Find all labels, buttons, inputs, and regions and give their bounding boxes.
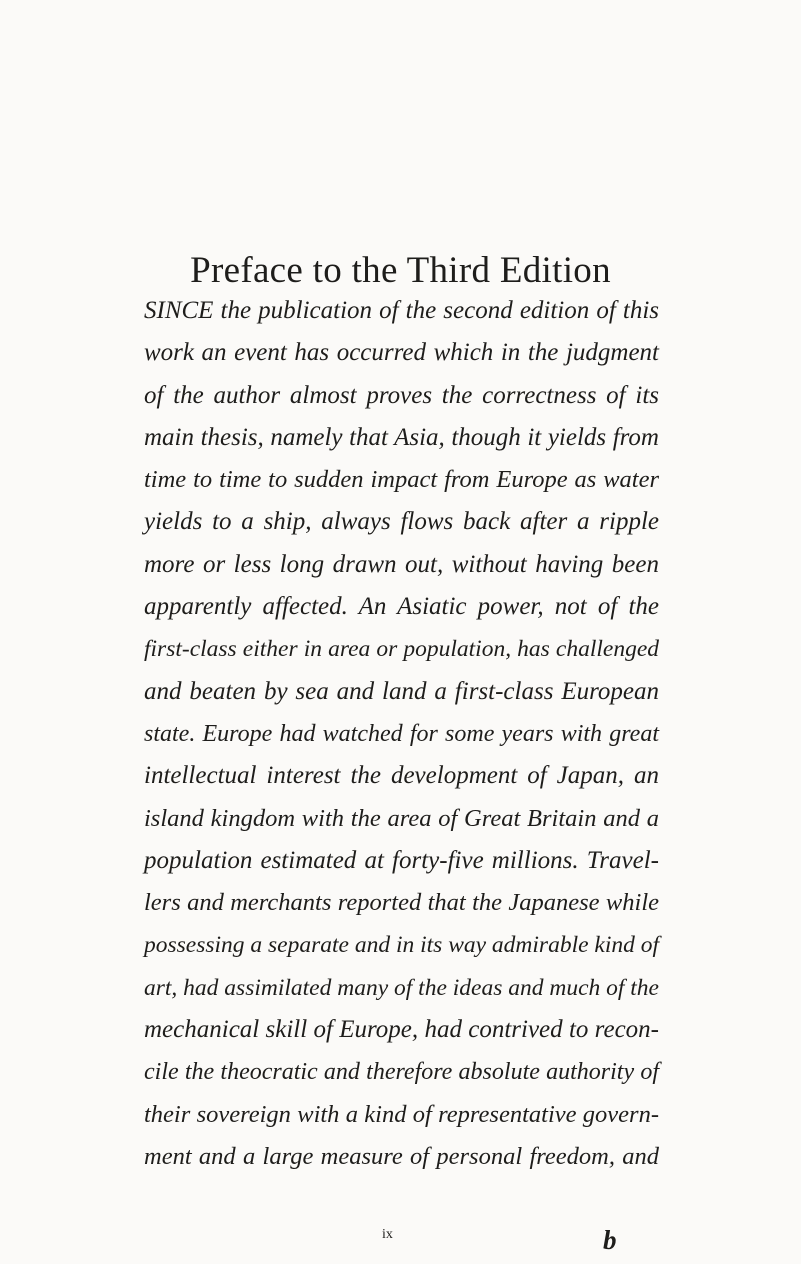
text-line: and beaten by sea and land a first-class European xyxy=(144,677,659,705)
text-line: possessing a separate and in its way admirable kind of xyxy=(144,932,660,959)
text-line: intellectual interest the development of Japan, an xyxy=(144,762,659,790)
preface-body xyxy=(144,290,659,1178)
text-line: apparently affected. An Asiatic power, not of the xyxy=(144,593,659,621)
page-number: ix xyxy=(382,1227,393,1242)
text-line: of the author almost proves the correctness of its xyxy=(144,381,659,409)
text-line: population estimated at forty-five millions. Travel- xyxy=(144,846,659,874)
text-line: lers and merchants reported that the Japanese while xyxy=(144,889,659,917)
text-line: yields to a ship, always flows back after a ripple xyxy=(144,508,659,536)
page-title: Preface to the Third Edition xyxy=(190,249,611,291)
text-line: art, had assimilated many of the ideas and much of the xyxy=(144,974,659,1001)
text-line: first-class either in area or population, has challenged xyxy=(144,636,659,663)
text-line: mechanical skill of Europe, had contrived to recon- xyxy=(144,1016,659,1044)
text-line: work an event has occurred which in the judgment xyxy=(144,339,659,367)
text-line: cile the theocratic and therefore absolute authority of xyxy=(144,1059,659,1086)
text-line: main thesis, namely that Asia, though it yields from xyxy=(144,423,659,451)
text-line: ment and a large measure of personal freedom, and xyxy=(144,1142,659,1170)
text-line: time to time to sudden impact from Europe as water xyxy=(144,466,659,494)
text-line: state. Europe had watched for some years with great xyxy=(144,720,659,747)
text-line: more or less long drawn out, without having been xyxy=(144,550,659,578)
signature-mark: b xyxy=(603,1225,617,1255)
text-line: island kingdom with the area of Great Britain and a xyxy=(144,804,659,832)
text-line: SINCE the publication of the second edition of this xyxy=(144,297,659,324)
text-line: their sovereign with a kind of representative govern- xyxy=(144,1100,659,1128)
